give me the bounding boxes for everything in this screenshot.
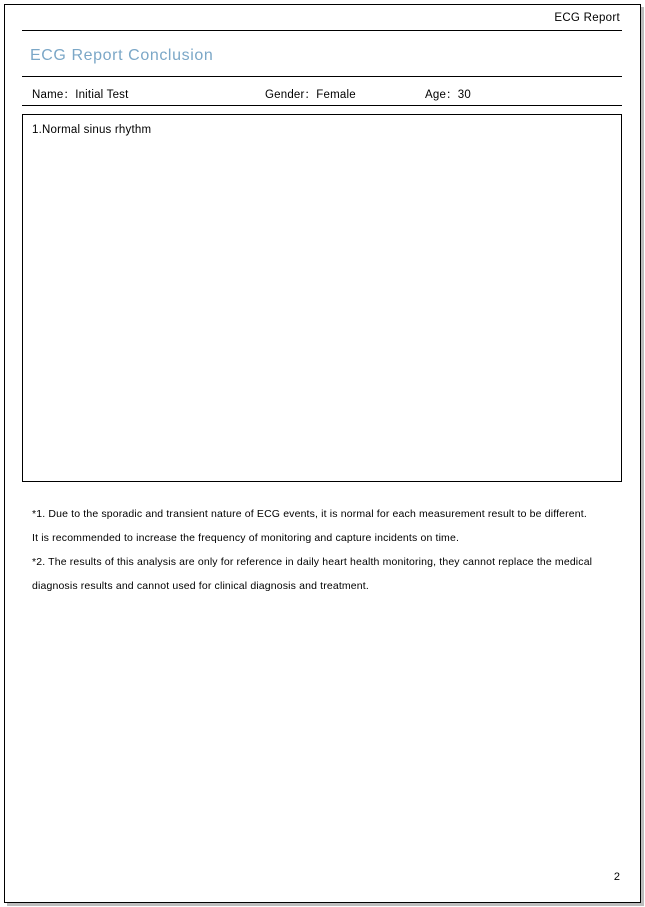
page-title: ECG Report Conclusion <box>30 47 214 64</box>
patient-gender-value: Female <box>316 89 356 101</box>
notes-section <box>22 502 622 598</box>
conclusion-item: 1.Normal sinus rhythm <box>32 124 152 136</box>
patient-meta-row <box>22 77 622 105</box>
note-line: diagnosis results and cannot used for clinical diagnosis and treatment. <box>32 580 369 592</box>
patient-gender <box>265 86 356 102</box>
note-line: It is recommended to increase the frequency of monitoring and capture incidents on time. <box>32 532 460 544</box>
patient-gender-label: Gender： <box>265 89 317 101</box>
header-divider <box>22 30 622 31</box>
patient-name <box>32 86 129 102</box>
conclusion-box <box>22 114 622 482</box>
patient-name-label: Name： <box>32 89 76 101</box>
patient-age-label: Age： <box>425 89 458 101</box>
note-line: *1. Due to the sporadic and transient nature of ECG events, it is normal for each measurement result to be different. <box>32 508 587 520</box>
header-title: ECG Report <box>554 12 620 24</box>
page-header <box>22 4 622 24</box>
patient-age <box>425 86 471 102</box>
page-content <box>22 4 622 899</box>
patient-name-value: Initial Test <box>75 89 129 101</box>
patient-age-value: 30 <box>457 89 471 101</box>
note-line: *2. The results of this analysis are only for reference in daily heart health monitoring, they cannot replace the medical <box>32 556 593 568</box>
meta-divider <box>22 105 622 106</box>
page-number: 2 <box>613 871 620 883</box>
